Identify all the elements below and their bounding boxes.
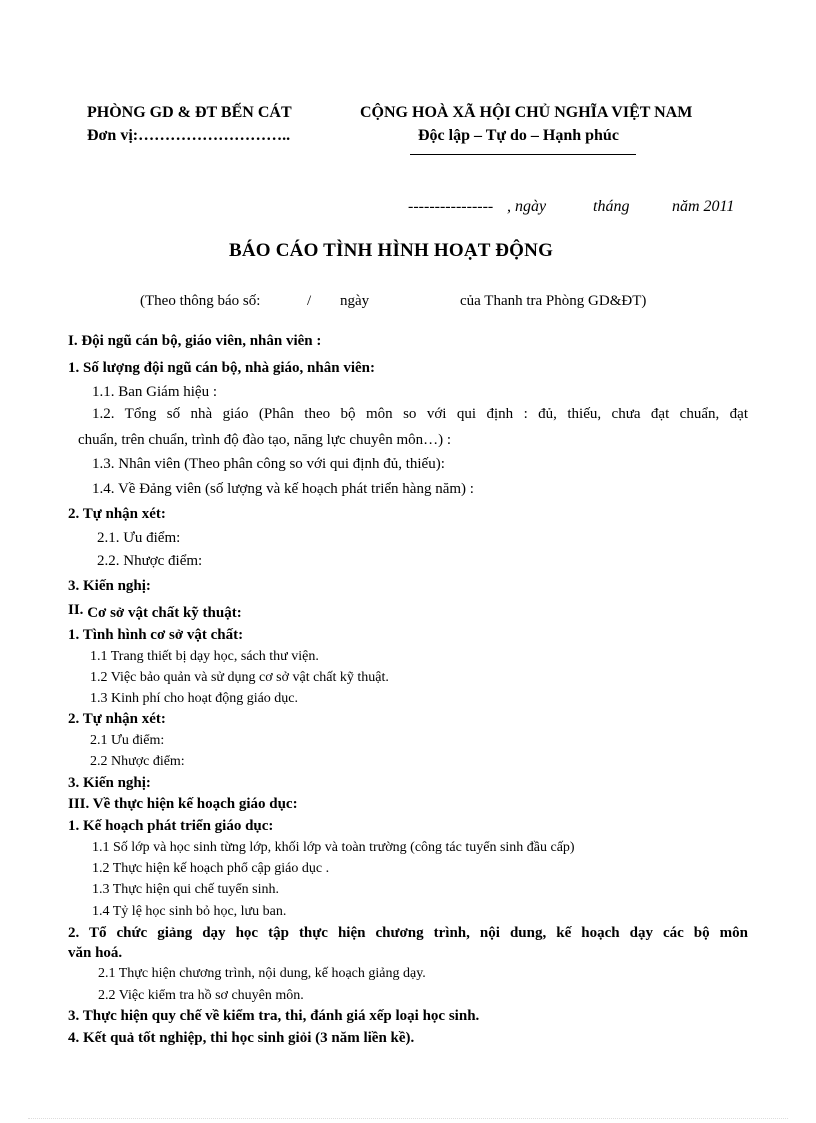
- section-2-3-heading: 3. Kiến nghị:: [68, 775, 151, 791]
- subtitle-issuer: của Thanh tra Phòng GD&ĐT): [460, 293, 647, 309]
- item-3-2-1: 2.1 Thực hiện chương trình, nội dung, kế hoạch giảng dạy.: [98, 966, 426, 981]
- national-title: CỘNG HOÀ XÃ HỘI CHỦ NGHĨA VIỆT NAM: [360, 104, 693, 121]
- national-motto: Độc lập – Tự do – Hạnh phúc: [418, 127, 619, 144]
- section-3-heading: III. Về thực hiện kế hoạch giáo dục:: [68, 796, 298, 812]
- item-2-1-3: 1.3 Kinh phí cho hoạt động giáo dục.: [90, 691, 299, 706]
- section-3-2-heading-line2: văn hoá.: [68, 945, 123, 961]
- item-1-2-1: 2.1. Ưu điểm:: [97, 530, 181, 546]
- item-1-1-2-line2: chuẩn, trên chuẩn, trình độ đào tạo, năng lực chuyên môn…) :: [78, 432, 452, 448]
- item-3-1-2: 1.2 Thực hiện kế hoạch phổ cập giáo dục .: [92, 861, 330, 876]
- date-day-label: , ngày: [507, 198, 547, 215]
- item-2-1-2: 1.2 Việc bảo quản và sử dụng cơ sở vật chất kỹ thuật.: [90, 670, 389, 685]
- section-2-heading: [68, 602, 242, 619]
- subtitle-day: ngày: [340, 293, 370, 309]
- item-3-1-4: 1.4 Tỷ lệ học sinh bỏ học, lưu ban.: [92, 904, 287, 919]
- section-1-heading: I. Đội ngũ cán bộ, giáo viên, nhân viên :: [68, 333, 322, 349]
- department-name: PHÒNG GD & ĐT BẾN CÁT: [87, 104, 292, 121]
- item-2-2-2: 2.2 Nhược điểm:: [90, 754, 185, 769]
- item-2-1-1: 1.1 Trang thiết bị dạy học, sách thư viện.: [90, 649, 319, 664]
- section-1-1-heading: [68, 360, 375, 377]
- date-dashes: ----------------: [408, 198, 494, 215]
- date-month-label: tháng: [593, 198, 630, 215]
- item-3-1-3: 1.3 Thực hiện qui chế tuyển sinh.: [92, 882, 279, 897]
- unit-field: Đơn vị:………………………..: [87, 127, 291, 144]
- section-2-2-heading: 2. Tự nhận xét:: [68, 711, 166, 727]
- item-2-2-1: 2.1 Ưu điểm:: [90, 733, 165, 748]
- item-1-2-2: 2.2. Nhược điểm:: [97, 553, 203, 569]
- section-3-1-heading: 1. Kế hoạch phát triển giáo dục:: [68, 818, 274, 834]
- item-1-1-4: 1.4. Về Đảng viên (số lượng và kế hoạch phát triển hàng năm) :: [92, 481, 474, 497]
- section-2-1-heading: 1. Tình hình cơ sở vật chất:: [68, 627, 244, 643]
- item-1-1-1: 1.1. Ban Giám hiệu :: [92, 384, 217, 400]
- section-3-2-heading-line1: 2. Tổ chức giảng dạy học tập thực hiện chương trình, nội dung, kế hoạch dạy các bộ môn: [68, 925, 748, 941]
- item-3-1-1: 1.1 Số lớp và học sinh từng lớp, khối lớp và toàn trường (công tác tuyển sinh đầu cấp): [92, 840, 575, 855]
- subtitle-notice: (Theo thông báo số:: [140, 293, 261, 309]
- subtitle-slash: /: [307, 293, 312, 309]
- section-3-3-heading: 3. Thực hiện quy chế về kiểm tra, thi, đánh giá xếp loại học sinh.: [68, 1008, 480, 1024]
- section-2-prefix: II.: [68, 602, 84, 618]
- section-3-4-heading: 4. Kết quả tốt nghiệp, thi học sinh giỏi (3 năm liền kề).: [68, 1030, 415, 1046]
- section-1-1-text: 1. Số lượng đội ngũ cán bộ, nhà giáo, nhân viên:: [68, 360, 375, 376]
- section-1-3-heading: 3. Kiến nghị:: [68, 578, 151, 594]
- item-1-1-3: 1.3. Nhân viên (Theo phân công so với qui định đủ, thiếu):: [92, 456, 445, 472]
- item-3-2-2: 2.2 Việc kiểm tra hồ sơ chuyên môn.: [98, 988, 304, 1003]
- section-2-title: Cơ sở vật chất kỹ thuật:: [87, 605, 242, 621]
- report-title: BÁO CÁO TÌNH HÌNH HOẠT ĐỘNG: [229, 240, 554, 261]
- motto-underline: [410, 154, 636, 155]
- date-year-label: năm 2011: [672, 198, 735, 215]
- section-1-2-heading: 2. Tự nhận xét:: [68, 506, 166, 522]
- page-bottom-divider: [28, 1118, 788, 1119]
- item-1-1-2-line1: 1.2. Tổng số nhà giáo (Phân theo bộ môn so với qui định : đủ, thiếu, chưa đạt chuẩn, đạt: [92, 406, 748, 422]
